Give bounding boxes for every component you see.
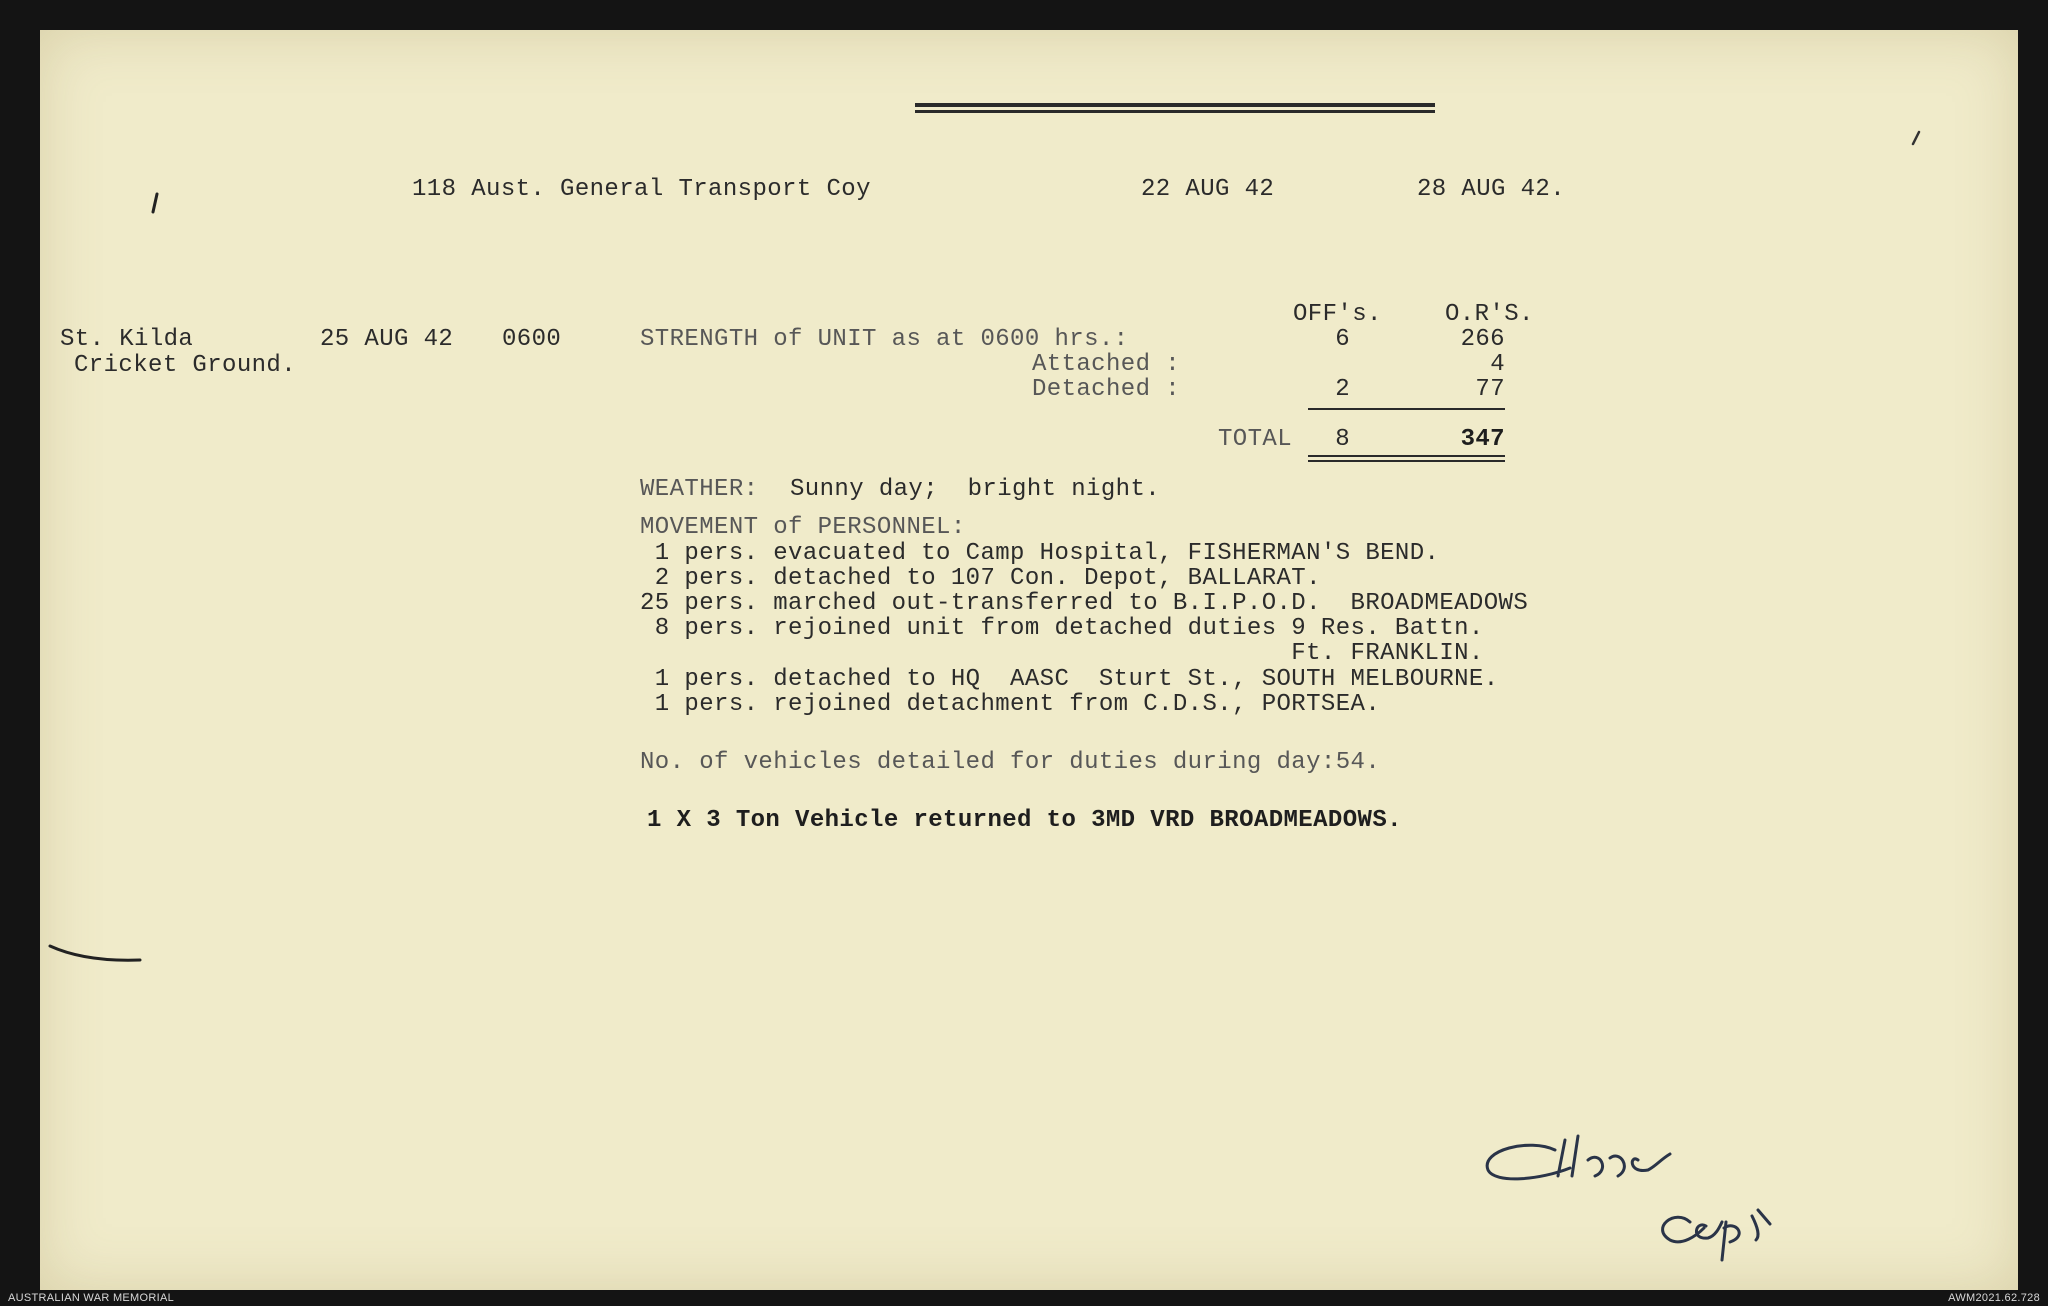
top-double-rule [915, 103, 1435, 107]
col-ors-header: O.R'S. [1445, 301, 1534, 328]
weather-text: Sunny day; bright night. [790, 476, 1161, 503]
strength-ors: 266 [1460, 326, 1505, 353]
col-offs-header: OFF's. [1293, 301, 1382, 328]
movement-line: 1 pers. evacuated to Camp Hospital, FISHERMAN'S BEND. [640, 540, 1440, 567]
entry-time: 0600 [502, 326, 562, 353]
total-double-rule [1308, 455, 1505, 457]
detached-label: Detached : [1031, 376, 1180, 403]
detached-ors: 77 [1475, 376, 1505, 403]
movement-line: 2 pers. detached to 107 Con. Depot, BALLARAT. [640, 565, 1321, 592]
movement-line: 1 pers. detached to HQ AASC Sturt St., SOUTH MELBOURNE. [640, 666, 1499, 693]
movement-line: 8 pers. rejoined unit from detached duties 9 Res. Battn. [640, 615, 1484, 642]
movement-heading: MOVEMENT of PERSONNEL: [640, 514, 966, 541]
entry-date: 25 AUG 42 [320, 326, 454, 353]
vehicle-return: 1 X 3 Ton Vehicle returned to 3MD VRD BROADMEADOWS. [647, 807, 1402, 834]
margin-tick-mark [145, 190, 165, 220]
footer-left: AUSTRALIAN WAR MEMORIAL [8, 1292, 175, 1304]
detached-offs: 2 [1335, 376, 1350, 403]
footer-right: AWM2021.62.728 [1948, 1292, 2040, 1304]
strength-label: STRENGTH of UNIT as at 0600 hrs.: [640, 326, 1129, 353]
unit-name: 118 Aust. General Transport Coy [412, 176, 871, 203]
vehicles-detailed: No. of vehicles detailed for duties during day:54. [640, 749, 1381, 776]
total-offs: 8 [1335, 426, 1350, 453]
total-label: TOTAL [1218, 426, 1293, 453]
corner-tick-mark [1905, 128, 1925, 152]
movement-line: Ft. FRANKLIN. [640, 640, 1484, 667]
top-double-rule-lower [915, 110, 1435, 113]
date-from: 22 AUG 42 [1141, 176, 1275, 203]
date-to: 28 AUG 42. [1417, 176, 1566, 203]
place-line-1: St. Kilda [60, 326, 194, 353]
document-page [40, 30, 2018, 1290]
attached-label: Attached : [1031, 351, 1180, 378]
total-ors: 347 [1460, 426, 1505, 453]
place-line-2: Cricket Ground. [74, 352, 297, 379]
subtotal-rule [1308, 408, 1505, 410]
attached-ors: 4 [1490, 351, 1505, 378]
signature [1460, 1110, 1920, 1280]
movement-line: 1 pers. rejoined detachment from C.D.S., PORTSEA. [640, 691, 1381, 718]
movement-line: 25 pers. marched out-transferred to B.I.P.O.D. BROADMEADOWS [640, 590, 1529, 617]
strength-offs: 6 [1335, 326, 1350, 353]
total-double-rule-lower [1308, 460, 1505, 462]
margin-pen-stroke [45, 940, 155, 980]
weather-label: WEATHER: [640, 476, 759, 503]
